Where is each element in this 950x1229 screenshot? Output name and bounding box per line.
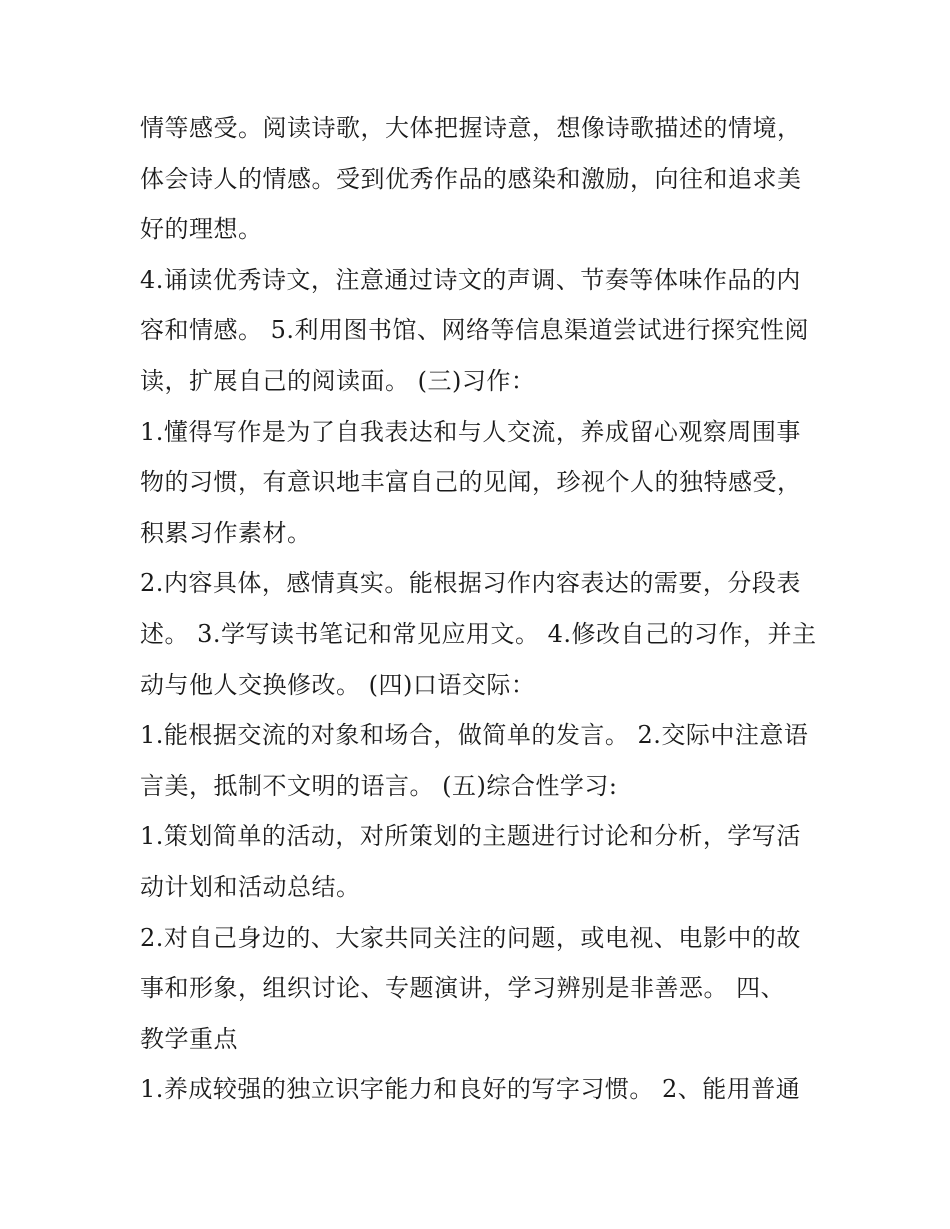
text-line: 2.内容具体，感情真实。能根据习作内容表达的需要，分段表 bbox=[140, 569, 801, 598]
text-line: 情等感受。阅读诗歌，大体把握诗意，想像诗歌描述的情境， bbox=[140, 114, 802, 142]
text-line: 述。 3.学写读书笔记和常见应用文。 4.修改自己的习作，并主 bbox=[140, 619, 817, 648]
text-line: 体会诗人的情感。受到优秀作品的感染和激励，向往和追求美 bbox=[140, 164, 802, 193]
text-line: 好的理想。 bbox=[140, 215, 263, 244]
text-line: 4.诵读优秀诗文，注意通过诗文的声调、节奏等体味作品的内 bbox=[140, 265, 801, 294]
text-line: 动计划和活动总结。 bbox=[140, 872, 361, 901]
text-line: 1.能根据交流的对象和场合，做简单的发言。 2.交际中注意语 bbox=[140, 721, 809, 750]
text-line: 2.对自己身边的、大家共同关注的问题，或电视、电影中的故 bbox=[140, 923, 801, 952]
text-line: 1.策划简单的活动，对所策划的主题进行讨论和分析，学写活 bbox=[140, 822, 801, 851]
text-line: 1.养成较强的独立识字能力和良好的写字习惯。 2、能用普通 bbox=[140, 1075, 801, 1104]
text-line: 容和情感。 5.利用图书馆、网络等信息渠道尝试进行探究性阅 bbox=[140, 316, 810, 345]
text-line: 言美，抵制不文明的语言。 (五)综合性学习: bbox=[140, 771, 618, 800]
text-line: 积累习作素材。 bbox=[140, 518, 312, 547]
text-line: 读，扩展自己的阅读面。 (三)习作： bbox=[140, 366, 536, 395]
text-line: 物的习惯，有意识地丰富自己的见闻，珍视个人的独特感受， bbox=[140, 468, 802, 497]
text-line: 教学重点 bbox=[140, 1024, 238, 1053]
text-line: 事和形象，组织讨论、专题演讲，学习辨别是非善恶。 四、 bbox=[140, 974, 786, 1003]
body-text bbox=[140, 103, 820, 1115]
text-line: 1.懂得写作是为了自我表达和与人交流，养成留心观察周围事 bbox=[140, 417, 801, 446]
text-line: 动与他人交换修改。 (四)口语交际： bbox=[140, 670, 536, 699]
